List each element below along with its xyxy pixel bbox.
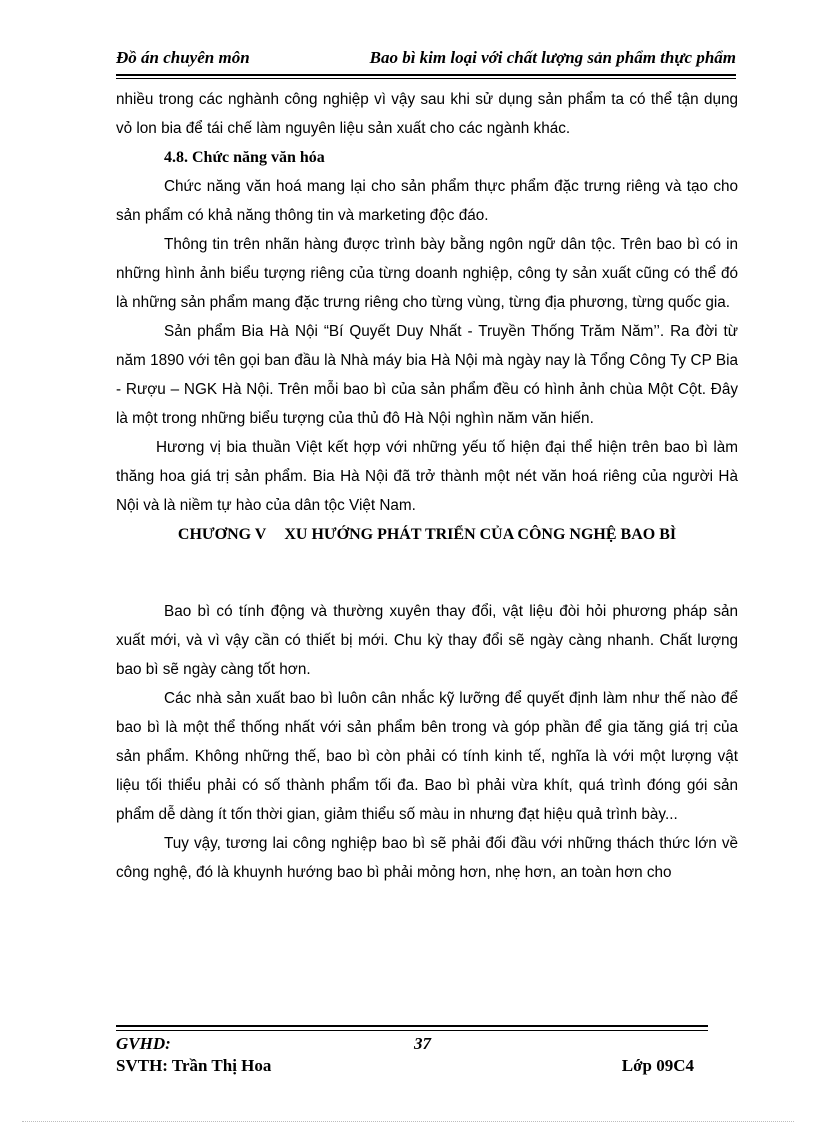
page-body <box>116 85 738 887</box>
footer-student-row <box>116 1056 694 1078</box>
paragraph-hanoi-beer: Sản phẩm Bia Hà Nội “Bí Quyết Duy Nhất - Truyền Thống Trăm Năm’’. Ra đời từ năm 1890 với tên gọi ban đầu là Nhà máy bia Hà Nội mà ngày nay là Tổng Công Ty CP Bia - Rượu – NGK Hà Nội. Trên mỗi bao bì của sản phẩm đều có hình ảnh chùa Một Cột. Đây là một trong những biểu tượng của thủ đô Hà Nội nghìn năm văn hiến. <box>116 323 738 427</box>
paragraph-cultural-function: Chức năng văn hoá mang lại cho sản phẩm thực phẩm đặc trưng riêng và tạo cho sản phẩm có khả năng thông tin và marketing độc đáo. <box>116 178 738 224</box>
paragraph-packaging-producers: Các nhà sản xuất bao bì luôn cân nhắc kỹ lưỡng để quyết định làm như thế nào để bao bì là một thể thống nhất với sản phẩm bên trong và góp phần để gia tăng giá trị của sản phẩm. Không những thế, bao bì còn phải có tính kinh tế, nghĩa là với một lượng vật liệu tối thiểu phải có số thành phẩm tối đa. Bao bì phải vừa khít, quá trình đóng gói sản phẩm dễ dàng ít tốn thời gian, giảm thiểu số màu in nhưng đạt hiệu quả trình bày... <box>116 690 738 823</box>
chapter-title: XU HƯỚNG PHÁT TRIỂN CỦA CÔNG NGHỆ BAO BÌ <box>284 526 677 543</box>
paragraph-packaging-dynamic: Bao bì có tính động và thường xuyên thay đổi, vật liệu đòi hỏi phương pháp sản xuất mới, và vì vậy cần có thiết bị mới. Chu kỳ thay đổi sẽ ngày càng nhanh. Chất lượng bao bì sẽ ngày càng tốt hơn. <box>116 603 738 678</box>
header-rule-thin <box>116 78 736 79</box>
footer-rule-thick <box>116 1025 708 1027</box>
footer-class: Lớp 09C4 <box>621 1056 694 1075</box>
chapter-number: CHƯƠNG V <box>177 526 267 543</box>
header-rule-thick <box>116 74 736 76</box>
footer-instructor-row <box>116 1034 708 1056</box>
footer-instructor-label: GVHD: <box>116 1034 171 1053</box>
chapter-heading <box>116 520 738 597</box>
paragraph-continued: nhiều trong các nghành công nghiệp vì vậy sau khi sử dụng sản phẩm ta có thể tận dụng vỏ lon bia để tái chế làm nguyên liệu sản xuất cho các ngành khác. <box>116 91 738 137</box>
footer-student-name: SVTH: Trần Thị Hoa <box>116 1056 272 1075</box>
header-project-title: Bao bì kim loại với chất lượng sản phẩm thực phẩm <box>369 48 736 67</box>
page-number: 37 <box>414 1034 431 1053</box>
paragraph-vietnamese-flavor: Hương vị bia thuần Việt kết hợp với những yếu tố hiện đại thể hiện trên bao bì làm thăng hoa giá trị sản phẩm. Bia Hà Nội đã trở thành một nét văn hoá riêng của người Hà Nội và là niềm tự hào của dân tộc Việt Nam. <box>116 439 738 514</box>
section-heading-4-8: 4.8. Chức năng văn hóa <box>164 149 325 166</box>
footer-rule-thin <box>116 1030 708 1031</box>
paragraph-label-information: Thông tin trên nhãn hàng được trình bày bằng ngôn ngữ dân tộc. Trên bao bì có in những hình ảnh biểu tượng riêng của từng doanh nghiệp, công ty sản xuất cũng có thể đó là những sản phẩm mang đặc trưng riêng cho từng vùng, từng địa phương, từng quốc gia. <box>116 236 738 311</box>
header-course-title: Đồ án chuyên môn <box>116 48 250 67</box>
page-edge-dotted-line <box>22 1121 794 1122</box>
paragraph-future-challenges: Tuy vậy, tương lai công nghiệp bao bì sẽ phải đối đầu với những thách thức lớn về công nghệ, đó là khuynh hướng bao bì phải mỏng hơn, nhẹ hơn, an toàn hơn cho <box>116 835 738 881</box>
